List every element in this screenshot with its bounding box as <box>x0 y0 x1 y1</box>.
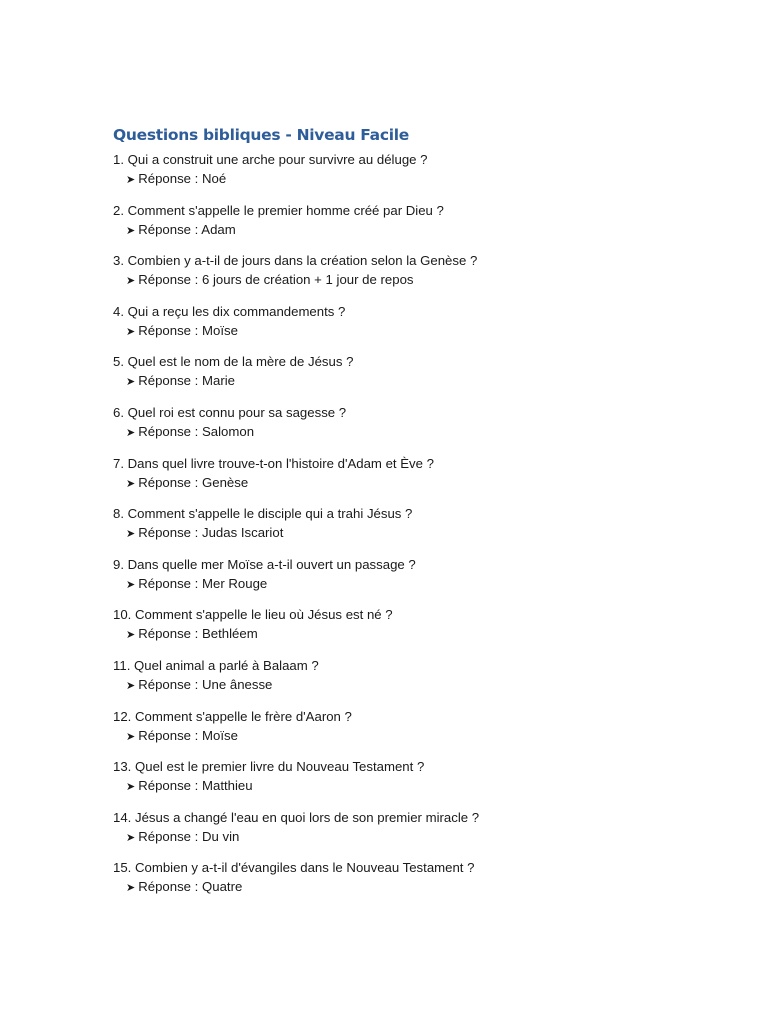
answer-prefix: Réponse : <box>138 828 202 844</box>
question-text: 14. Jésus a changé l'eau en quoi lors de son premier miracle ? <box>113 809 480 825</box>
qa-item <box>113 352 713 403</box>
answer-line <box>113 422 713 442</box>
answer-prefix: Réponse : <box>138 525 202 541</box>
answer-line <box>113 270 713 290</box>
qa-list <box>113 150 713 909</box>
question-text: 8. Comment s'appelle le disciple qui a trahi Jésus ? <box>113 506 413 522</box>
arrow-icon: ➤ <box>126 476 136 490</box>
answer-line <box>113 776 713 796</box>
qa-item <box>113 454 713 505</box>
question-text: 2. Comment s'appelle le premier homme créé par Dieu ? <box>113 202 444 218</box>
answer-prefix: Réponse : <box>138 626 202 642</box>
answer-line <box>113 523 713 543</box>
answer-prefix: Réponse : <box>138 272 202 288</box>
answer-line <box>113 877 713 897</box>
answer-text: Noé <box>202 171 227 186</box>
answer-text: Genèse <box>202 474 249 490</box>
answer-prefix: Réponse : <box>138 676 202 692</box>
answer-text: Mer Rouge <box>202 575 268 591</box>
answer-text: Quatre <box>202 879 243 895</box>
answer-text: Une ânesse <box>202 676 273 692</box>
answer-text: Adam <box>201 221 236 237</box>
answer-line <box>113 220 713 240</box>
qa-item <box>113 555 713 606</box>
question-text: 15. Combien y a-t-il d'évangiles dans le Nouveau Testament ? <box>113 860 475 876</box>
arrow-icon: ➤ <box>126 830 136 844</box>
answer-text: Moïse <box>202 322 238 338</box>
question-text: 4. Qui a reçu les dix commandements ? <box>113 303 346 319</box>
answer-prefix: Réponse : <box>138 171 202 186</box>
qa-item <box>113 605 713 656</box>
page-title: Questions bibliques - Niveau Facile <box>113 126 409 144</box>
answer-text: Matthieu <box>202 778 253 794</box>
answer-prefix: Réponse : <box>138 474 202 490</box>
question-text: 13. Quel est le premier livre du Nouveau Testament ? <box>113 759 425 775</box>
question-text: 12. Comment s'appelle le frère d'Aaron ? <box>113 708 352 724</box>
arrow-icon: ➤ <box>126 881 136 895</box>
answer-line <box>113 574 713 594</box>
question-text: 10. Comment s'appelle le lieu où Jésus est né ? <box>113 607 393 623</box>
arrow-icon: ➤ <box>126 527 136 541</box>
qa-item <box>113 707 713 758</box>
answer-prefix: Réponse : <box>138 373 202 389</box>
arrow-icon: ➤ <box>126 375 136 389</box>
answer-line <box>113 473 713 493</box>
answer-line <box>113 371 713 391</box>
answer-text: Bethléem <box>202 626 258 642</box>
arrow-icon: ➤ <box>126 223 136 237</box>
qa-item <box>113 656 713 707</box>
qa-item <box>113 757 713 808</box>
answer-text: Moïse <box>202 727 238 743</box>
answer-line <box>113 169 713 189</box>
answer-line <box>113 321 713 341</box>
qa-item <box>113 150 713 201</box>
arrow-icon: ➤ <box>126 274 136 288</box>
question-text: 3. Combien y a-t-il de jours dans la création selon la Genèse ? <box>113 253 478 269</box>
question-text: 5. Quel est le nom de la mère de Jésus ? <box>113 354 354 370</box>
question-text: 9. Dans quelle mer Moïse a-t-il ouvert un passage ? <box>113 556 416 572</box>
question-text: 7. Dans quel livre trouve-t-on l'histoire d'Adam et Ève ? <box>113 455 434 471</box>
answer-line <box>113 675 713 695</box>
answer-prefix: Réponse : <box>138 322 202 338</box>
qa-item <box>113 808 713 859</box>
answer-line <box>113 726 713 746</box>
arrow-icon: ➤ <box>126 577 136 591</box>
answer-prefix: Réponse : <box>138 575 202 591</box>
answer-line <box>113 827 713 847</box>
answer-text: Du vin <box>202 828 240 844</box>
answer-prefix: Réponse : <box>138 778 202 794</box>
answer-prefix: Réponse : <box>138 423 202 439</box>
question-text: 6. Quel roi est connu pour sa sagesse ? <box>113 404 347 420</box>
arrow-icon: ➤ <box>126 425 136 439</box>
answer-prefix: Réponse : <box>138 727 202 743</box>
qa-item <box>113 858 713 909</box>
answer-prefix: Réponse : <box>138 879 202 895</box>
qa-item <box>113 403 713 454</box>
answer-text: Salomon <box>202 423 255 439</box>
document-page <box>113 124 713 909</box>
arrow-icon: ➤ <box>126 324 136 338</box>
arrow-icon: ➤ <box>126 678 136 692</box>
arrow-icon: ➤ <box>126 780 136 794</box>
arrow-icon: ➤ <box>126 628 136 642</box>
qa-item <box>113 302 713 353</box>
answer-prefix: Réponse : <box>138 221 202 237</box>
answer-line <box>113 624 713 644</box>
question-text: 1. Qui a construit une arche pour survivre au déluge ? <box>113 152 428 167</box>
arrow-icon: ➤ <box>126 173 136 186</box>
qa-item <box>113 201 713 252</box>
answer-text: Judas Iscariot <box>202 525 284 541</box>
qa-item <box>113 251 713 302</box>
qa-item <box>113 504 713 555</box>
question-text: 11. Quel animal a parlé à Balaam ? <box>113 657 319 673</box>
arrow-icon: ➤ <box>126 729 136 743</box>
answer-text: 6 jours de création + 1 jour de repos <box>202 272 414 288</box>
answer-text: Marie <box>202 373 235 389</box>
